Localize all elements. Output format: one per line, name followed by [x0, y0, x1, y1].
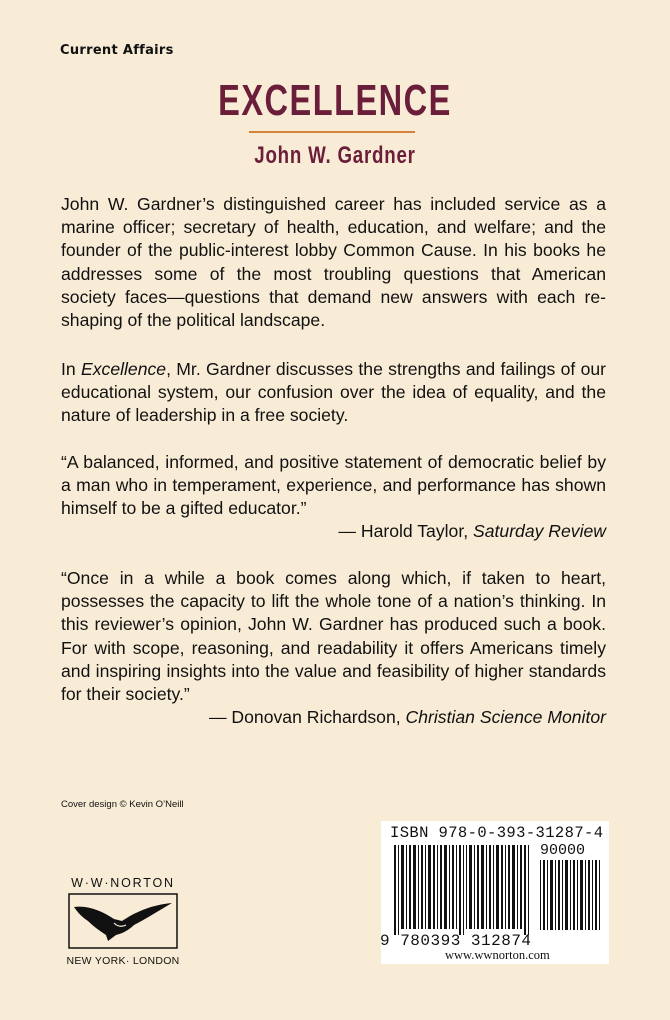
- publisher-name: W·W·NORTON: [71, 876, 175, 890]
- price-code: 90000: [540, 842, 586, 859]
- reviewer-name: — Donovan Richardson,: [208, 707, 406, 727]
- summary-rest: , Mr. Gardner discusses the strengths and failings of our educational system, our confusion over the idea of equality, and the nature of leadership in a free society.: [61, 359, 606, 426]
- summary-lead: In: [61, 359, 81, 379]
- review-quote: “A balanced, informed, and positive statement of democratic belief by a man who in temperament, experience, and performance has shown himself to be a gifted educator.”: [61, 452, 606, 519]
- author-bio: John W. Gardner’s distinguished career has included service as a marine officer; secretary of health, education, and welfare; and the founder of the public-interest lobby Common Cause. In his books he addresses some of the most troubling questions that American society faces—questions that demand new answers with each re-shaping of the political landscape.: [61, 194, 606, 331]
- cover-credit: Cover design © Kevin O’Neill: [61, 799, 184, 810]
- review-quote: “Once in a while a book comes along which, if taken to heart, possesses the capacity to lift the whole tone of a nation’s thinking. In this reviewer’s opinion, John W. Gardner has produced such a book. For with scope, reasoning, and readability it offers Americans timely and inspiring insights into the value and feasibility of higher standards for their society.”: [61, 568, 606, 705]
- book-title: EXCELLENCE: [218, 76, 452, 125]
- review-source: Saturday Review: [473, 521, 606, 541]
- category-label: Current Affairs: [60, 43, 174, 58]
- isbn-number: 9 780393 312874: [380, 932, 532, 950]
- isbn-label: ISBN 978-0-393-31287-4: [390, 824, 604, 842]
- review-source: Christian Science Monitor: [405, 707, 606, 727]
- reviewer-name: — Harold Taylor,: [338, 521, 473, 541]
- publisher-city: NEW YORK· LONDON: [66, 955, 180, 967]
- author-name: John W. Gardner: [254, 142, 416, 169]
- publisher-url: www.wwnorton.com: [445, 948, 550, 962]
- summary-book-title: Excellence: [80, 359, 167, 379]
